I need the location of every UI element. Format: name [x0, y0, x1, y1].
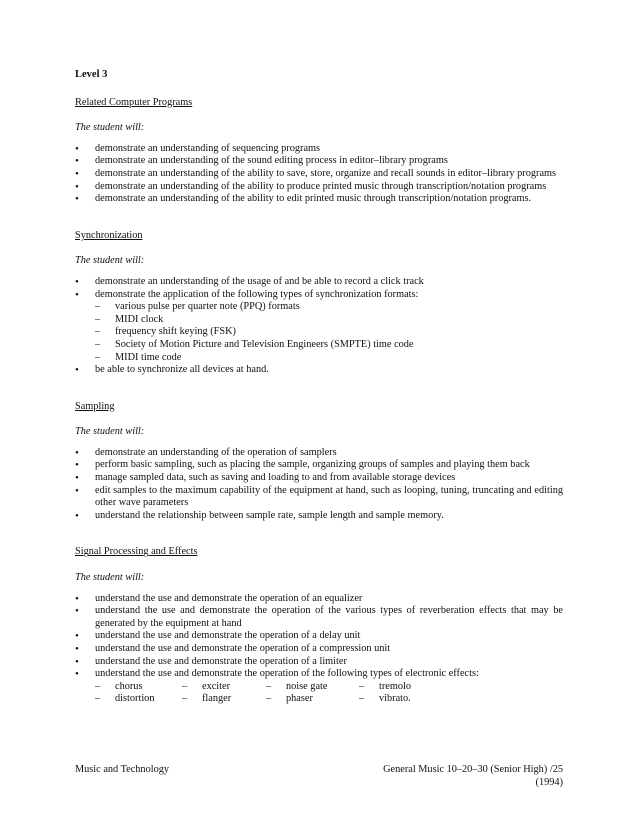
footer-left: Music and Technology — [75, 764, 170, 775]
sub-list-item — [95, 314, 563, 327]
effect-text: vibrato. — [379, 693, 411, 705]
list-item: • manage sampled data, such as saving and loading to and from available storage devices — [75, 472, 563, 485]
bullet-list — [75, 276, 563, 377]
dash-marker: – — [95, 301, 101, 313]
list-item — [75, 668, 563, 706]
effects-row — [95, 693, 563, 706]
list-item: • demonstrate an understanding of the ability to produce printed music through transcription/notation programs — [75, 181, 563, 194]
list-item: • edit samples to the maximum capability of the equipment at hand, such as looping, tuning, truncating and editing other wave parameters — [75, 485, 563, 510]
list-item: • understand the use and demonstrate the operation of a compression unit — [75, 643, 563, 656]
effect-item — [182, 693, 266, 706]
sub-list-text: frequency shift keying (FSK) — [115, 326, 236, 338]
bullet-list — [75, 447, 563, 523]
list-item: • understand the use and demonstrate the operation of the various types of reverberation effects that may be generated by the equipment at hand — [75, 605, 563, 630]
bullet-list — [75, 143, 563, 206]
dash-marker: – — [95, 326, 101, 338]
dash-marker: – — [95, 338, 101, 350]
effects-grid — [95, 681, 563, 706]
bullet-list — [75, 593, 563, 706]
dash-marker: – — [95, 313, 101, 325]
section-lead: The student will: — [75, 122, 145, 134]
list-item-text: understand the use and demonstrate the operation of the following types of electronic effects: — [95, 668, 479, 680]
list-item: • understand the relationship between sample rate, sample length and sample memory. — [75, 510, 563, 523]
effect-item — [359, 681, 459, 694]
list-item: • understand the use and demonstrate the operation of a delay unit — [75, 630, 563, 643]
section-sampling — [75, 401, 563, 523]
list-item — [75, 289, 563, 365]
effect-text: chorus — [115, 680, 143, 692]
effect-item — [95, 693, 182, 706]
list-item: • demonstrate an understanding of the ability to edit printed music through transcription/notation programs. — [75, 193, 563, 206]
list-item: • demonstrate an understanding of the usage of and be able to record a click track — [75, 276, 563, 289]
dash-marker: – — [182, 680, 188, 692]
section-lead: The student will: — [75, 426, 145, 438]
section-synchronization — [75, 230, 563, 377]
list-item: • understand the use and demonstrate the operation of a limiter — [75, 656, 563, 669]
effect-text: distortion — [115, 693, 155, 705]
page-content — [75, 69, 563, 706]
dash-marker: – — [95, 693, 101, 705]
sub-list-item — [95, 339, 563, 352]
list-item: • demonstrate an understanding of sequencing programs — [75, 143, 563, 156]
effect-text: flanger — [202, 693, 232, 705]
effect-text: exciter — [202, 680, 231, 692]
effect-item — [266, 693, 359, 706]
effect-item — [359, 693, 459, 706]
sub-list-text: various pulse per quarter note (PPQ) formats — [115, 301, 300, 313]
effect-item — [266, 681, 359, 694]
sub-list-item — [95, 352, 563, 365]
effect-text: noise gate — [286, 680, 328, 692]
section-lead: The student will: — [75, 255, 145, 267]
sub-list-text: MIDI time code — [115, 351, 182, 363]
section-lead: The student will: — [75, 572, 145, 584]
effect-item — [182, 681, 266, 694]
footer-right-line1: General Music 10–20–30 (Senior High) /25 — [383, 764, 563, 775]
effect-text: phaser — [286, 693, 313, 705]
footer-right-line2: (1994) — [535, 776, 563, 788]
list-item: • demonstrate an understanding of the ability to save, store, organize and recall sounds in editor–library programs — [75, 168, 563, 181]
dash-marker: – — [182, 693, 188, 705]
list-item: • be able to synchronize all devices at hand. — [75, 364, 563, 377]
effect-item — [95, 681, 182, 694]
sub-list-item — [95, 301, 563, 314]
dash-marker: – — [95, 351, 101, 363]
list-item: • demonstrate an understanding of the operation of samplers — [75, 447, 563, 460]
list-item: • perform basic sampling, such as placing the sample, organizing groups of samples and playing them back — [75, 459, 563, 472]
dash-marker: – — [266, 680, 272, 692]
sub-list-text: Society of Motion Picture and Television Engineers (SMPTE) time code — [115, 338, 414, 350]
footer-right — [383, 764, 563, 789]
list-item: • understand the use and demonstrate the operation of an equalizer — [75, 593, 563, 606]
list-item-text: demonstrate the application of the following types of synchronization formats: — [95, 288, 419, 300]
sub-list-item — [95, 326, 563, 339]
dash-marker: – — [95, 680, 101, 692]
sub-list — [95, 301, 563, 364]
dash-marker: – — [266, 693, 272, 705]
section-title: Related Computer Programs — [75, 96, 193, 108]
dash-marker: – — [359, 680, 365, 692]
list-item: • demonstrate an understanding of the sound editing process in editor–library programs — [75, 155, 563, 168]
section-related-computer-programs — [75, 97, 563, 206]
section-title: Sampling — [75, 400, 115, 412]
section-title: Signal Processing and Effects — [75, 546, 198, 558]
section-title: Synchronization — [75, 229, 143, 241]
sub-list-text: MIDI clock — [115, 313, 164, 325]
section-signal-processing — [75, 546, 563, 706]
level-heading: Level 3 — [75, 69, 108, 80]
dash-marker: – — [359, 693, 365, 705]
effect-text: tremolo — [379, 680, 412, 692]
effects-row — [95, 681, 563, 694]
